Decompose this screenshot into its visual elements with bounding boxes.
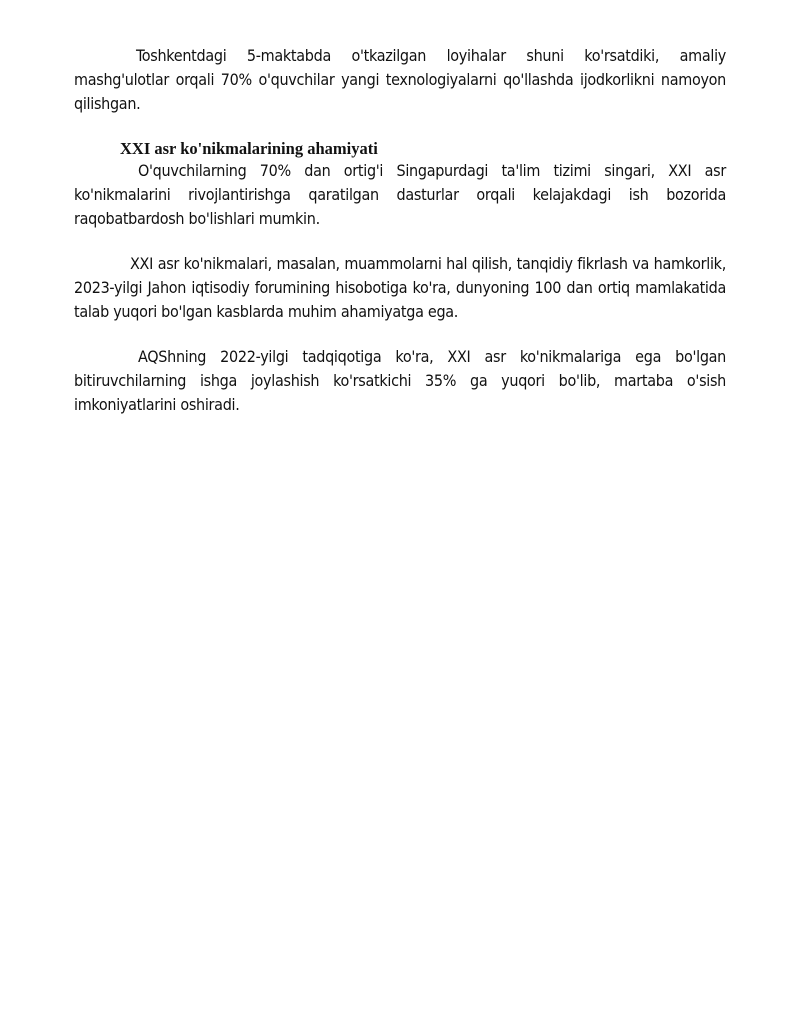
section-heading: XXI asr ko'nikmalarining ahamiyati bbox=[120, 139, 378, 158]
paragraph-singapore: O'quvchilarning 70% dan ortig'i Singapurdagi ta'lim tizimi singari, XXI asr ko'nikmalarini rivojlantirishga qaratilgan dasturlar orqali kelajakdagi ish bozorida raqobatbardosh bo'lishlari mumkin. bbox=[74, 161, 726, 228]
paragraph-tashkent-school: Toshkentdagi 5-maktabda o'tkazilgan loyihalar shuni ko'rsatdiki, amaliy mashg'ulotlar orqali 70% o'quvchilar yangi texnologiyalarni qo'llashda ijodkorlikni namoyon qilishgan. bbox=[74, 46, 726, 113]
paragraph-wef-report: XXI asr ko'nikmalari, masalan, muammolarni hal qilish, tanqidiy fikrlash va hamkorlik, 2023-yilgi Jahon iqtisodiy forumining hisobotiga ko'ra, dunyoning 100 dan ortiq mamlakatida talab yuqori bo'lgan kasblarda muhim ahamiyatga ega. bbox=[74, 254, 726, 321]
paragraph-usa-study: AQShning 2022-yilgi tadqiqotiga ko'ra, XXI asr ko'nikmalariga ega bo'lgan bitiruvchilarning ishga joylashish ko'rsatkichi 35% ga yuqori bo'lib, martaba o'sish imkoniyatlarini oshiradi. bbox=[74, 347, 726, 414]
document-page bbox=[74, 44, 726, 417]
